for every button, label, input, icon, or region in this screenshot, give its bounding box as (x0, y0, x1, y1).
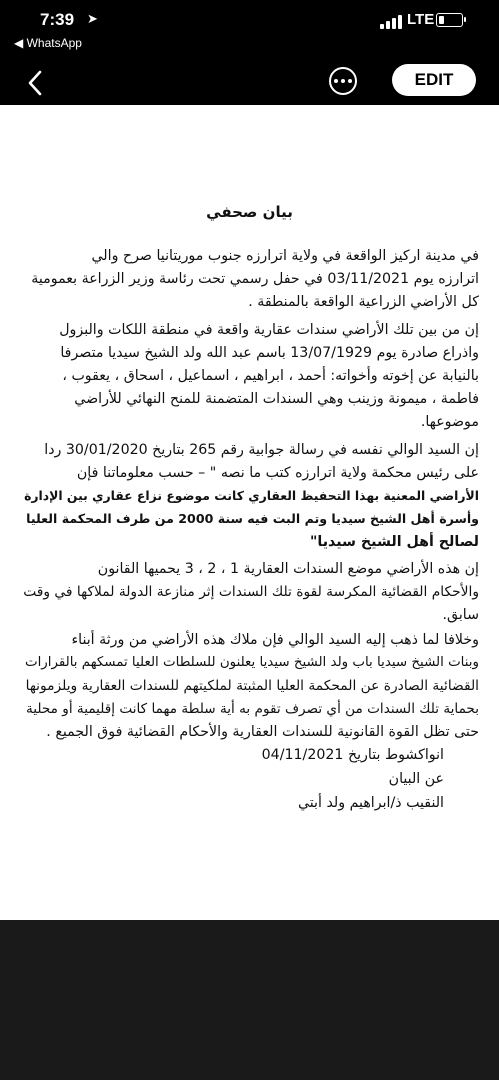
viewer-bottom-area (0, 920, 499, 1080)
doc-line: بحماية تلك السندات من أي تصرف تقوم به أية سلطة مهما كانت إقليمية أو محلية (26, 701, 479, 717)
more-options-icon[interactable] (329, 67, 357, 95)
document-page (0, 105, 499, 920)
document-title: بيان صحفي (206, 203, 293, 221)
back-to-whatsapp-link[interactable]: ◀ WhatsApp (14, 36, 82, 50)
doc-line: كل الأراضي الزراعية الواقعة بالمنطقة . (248, 294, 479, 310)
doc-line: في مدينة اركيز الواقعة في ولاية اترارزه جنوب موريتانيا صرح والي (91, 248, 479, 264)
doc-line: اترارزه يوم 03/11/2021 في حفل رسمي تحت رئاسة وزير الزراعة بعمومية (31, 271, 479, 287)
edit-button[interactable]: EDIT (392, 64, 476, 96)
doc-date: انواكشوط بتاريخ 04/11/2021 (261, 747, 444, 763)
network-type: LTE (407, 11, 435, 28)
doc-line: إن من بين تلك الأراضي سندات عقارية واقعة في منطقة اللكات والبزول (59, 322, 479, 338)
doc-line: بالنيابة عن إخوته وأخواته: أحمد ، ابراهيم ، اسماعيل ، اسحاق ، يعقوب ، (62, 368, 479, 384)
back-chevron-icon[interactable] (22, 66, 52, 100)
doc-line: والأحكام القضائية المكرسة لقوة تلك السندات إثر منازعة الدولة لملاكها في وقت (23, 584, 479, 600)
signal-strength-icon (380, 15, 404, 29)
doc-line: وأسرة أهل الشيخ سيديا وتم البت فيه سنة 2000 من طرف المحكمة العليا (26, 511, 479, 526)
doc-line: لصالح أهل الشيخ سيديا" (310, 534, 479, 550)
doc-line: سابق. (442, 607, 479, 623)
doc-line: وبنات الشيخ سيديا باب ولد الشيخ سيديا يعلنون للسلطات العليا تمسكهم بالقرارات (24, 655, 479, 670)
doc-line: واذراع صادرة يوم 13/07/1929 باسم عبد الله ولد الشيخ سيديا متصرفا (60, 345, 479, 361)
doc-signatory: النقيب ذ/ابراهيم ولد أبتي (297, 795, 444, 811)
location-arrow-icon: ➤ (87, 12, 98, 27)
doc-line: الأراضي المعنية بهذا التحفيظ العقاري كانت موضوع نزاع عقاري بين الإدارة (24, 488, 479, 503)
viewer-toolbar (0, 60, 499, 105)
battery-icon (436, 13, 463, 27)
doc-line: حتى تظل القوة القانونية للسندات العقارية والأحكام القضائية فوق الجميع . (46, 724, 479, 740)
doc-line: القضائية الصادرة عن المحكمة العليا المثبتة لملكيتهم للسندات العقارية ويلزمونها (25, 678, 479, 694)
doc-line: على رئيس محكمة ولاية اترارزه كتب ما نصه " – حسب معلوماتنا فإن (76, 465, 479, 481)
doc-line: فاطمة ، ميمونة وزينب وهي السندات المتضمنة للمنح النهائي للأراضي (74, 391, 479, 407)
doc-signature-caption: عن البيان (388, 771, 444, 787)
status-bar (0, 0, 499, 60)
doc-line: وخلافا لما ذهب إليه السيد الوالي فإن ملاك هذه الأراضي من ورثة أبناء (71, 632, 479, 648)
doc-line: موضوعها. (420, 414, 479, 430)
status-time: 7:39 (40, 10, 75, 29)
doc-line: إن السيد الوالي نفسه في رسالة جوابية رقم 265 بتاريخ 30/01/2020 ردا (44, 442, 479, 458)
doc-line: إن هذه الأراضي موضع السندات العقارية 1 ، 2 ، 3 يحميها القانون (97, 561, 479, 577)
